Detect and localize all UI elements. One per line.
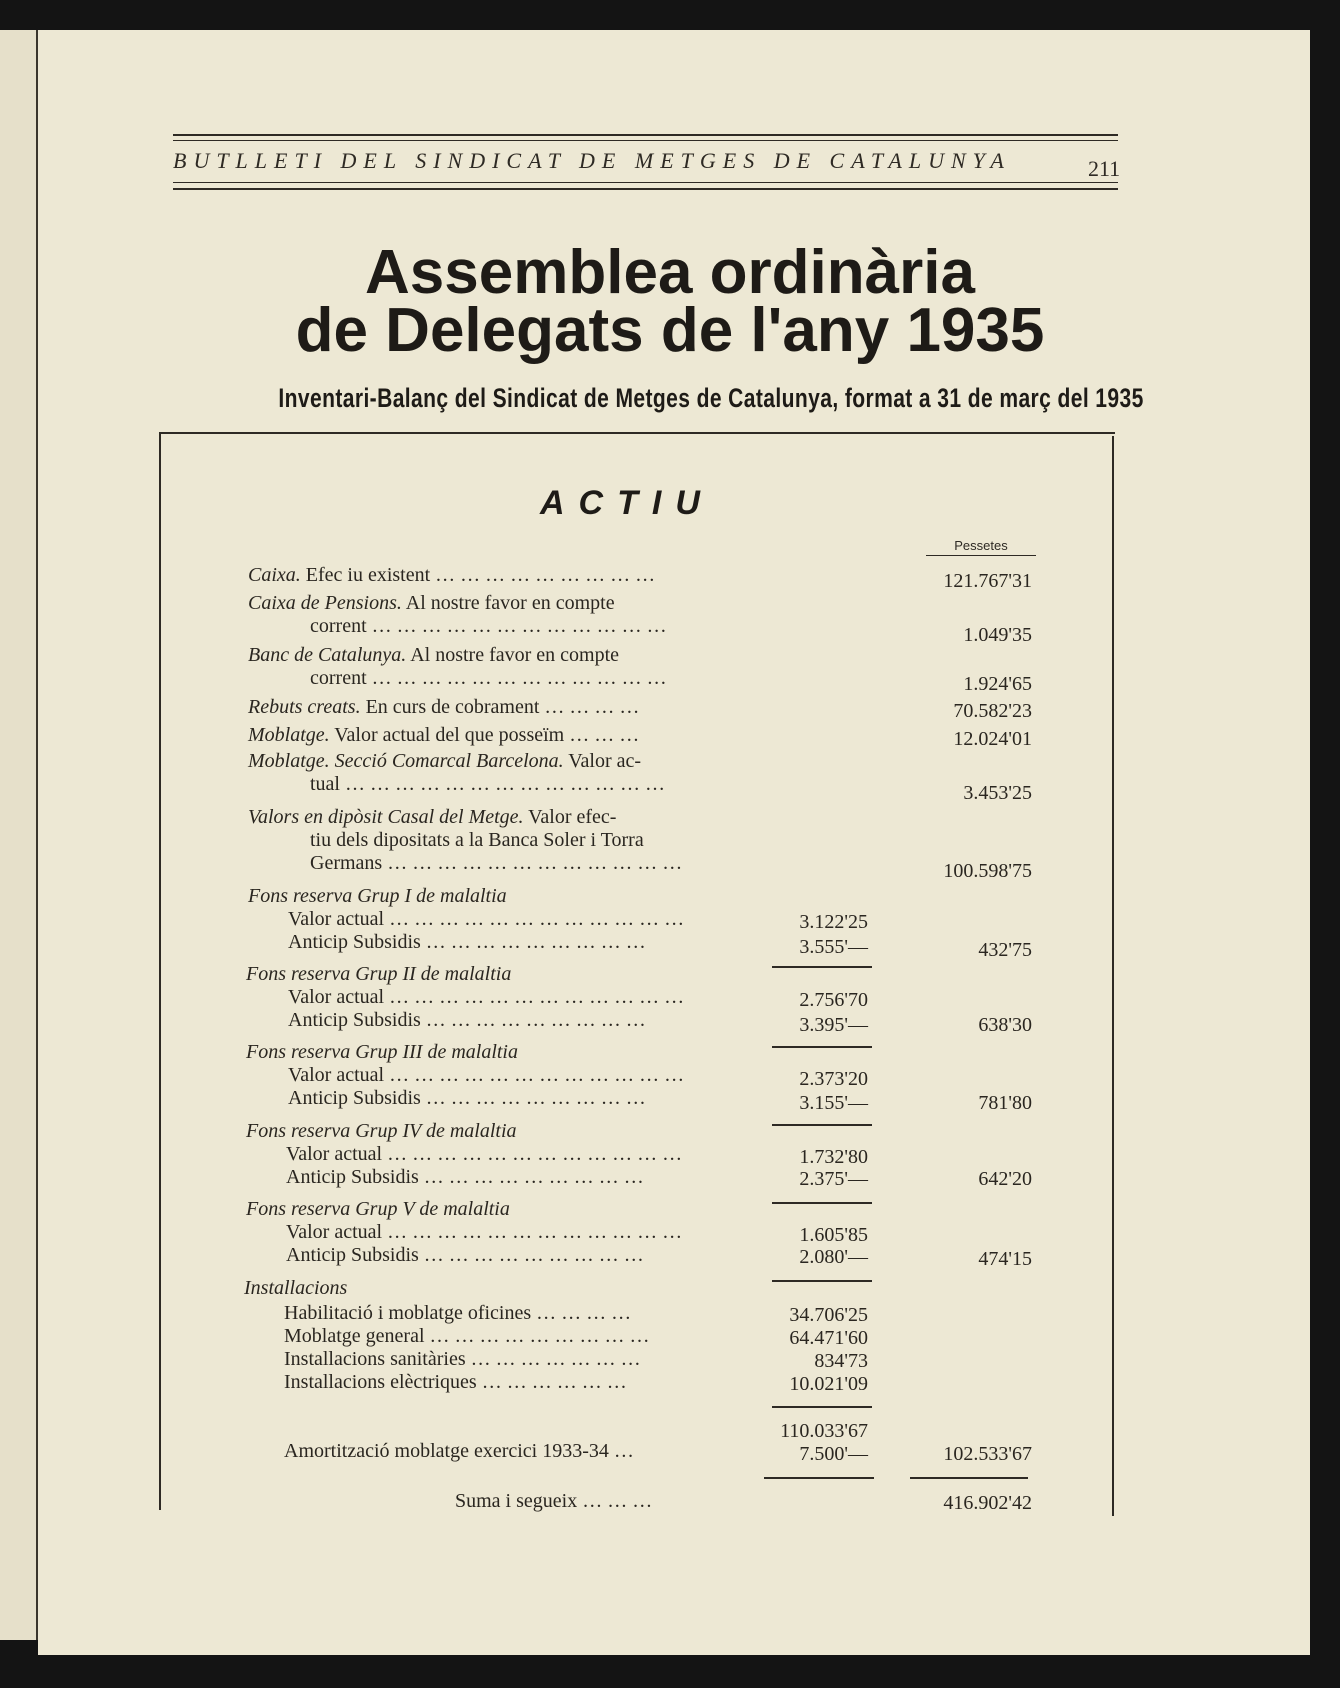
fund-valor: 2.373'20 [799,1068,868,1090]
fund-anticip-label: Anticip Subsidis … … … … … … … … … [288,931,646,953]
fund-valor-label: Valor actual … … … … … … … … … … … … [286,1143,683,1165]
fund-total: 642'20 [978,1168,1032,1190]
fund-anticip: 2.375'— [799,1168,868,1190]
installacio-label: Installacions elèctriques … … … … … … [284,1371,627,1393]
installacio-label: Moblatge general … … … … … … … … … [284,1325,650,1347]
fund-anticip: 3.395'— [799,1014,868,1036]
total-rule [910,1477,1028,1479]
installacions-title: Installacions [244,1277,348,1299]
subtotal-rule [772,1406,872,1408]
fund-title: Fons reserva Grup V de malaltia [246,1198,510,1220]
fund-valor: 1.732'80 [799,1146,868,1168]
fund-valor-label: Valor actual … … … … … … … … … … … … [288,908,685,930]
subtotal-rule [772,1046,872,1048]
fund-total: 781'80 [978,1092,1032,1114]
subtitle: Inventari-Balanç del Sindicat de Metges de Catalunya, format a 31 de març del 1935 [278,383,1144,413]
entry-label-cont: corrent … … … … … … … … … … … … [310,615,667,637]
entry-label: Moblatge. Valor actual del que posseïm … … … [248,724,640,746]
journal-header: BUTLLETI DEL SINDICAT DE METGES DE CATALUNYA [173,148,1011,173]
header-rule-bottom [173,188,1118,190]
entry-total: 121.767'31 [943,570,1032,592]
subtotal-rule [764,1477,874,1479]
entry-total: 12.024'01 [953,728,1032,750]
title-line-1: Assemblea ordinària [365,238,975,307]
fund-valor-label: Valor actual … … … … … … … … … … … … [288,986,685,1008]
suma-label: Suma i segueix … … … [455,1490,653,1512]
entry-label-cont: tual … … … … … … … … … … … … … [310,773,665,795]
entry-label-cont: tiu dels dipositats a la Banca Soler i Torra [310,829,644,851]
fund-total: 432'75 [978,939,1032,961]
fund-valor: 2.756'70 [799,989,868,1011]
entry-label-cont: corrent … … … … … … … … … … … … [310,667,667,689]
entry-total: 70.582'23 [953,700,1032,722]
entry-label: Moblatge. Secció Comarcal Barcelona. Valor ac- [248,750,642,772]
fund-anticip: 3.555'— [799,936,868,958]
header-rule-top-thin [173,140,1118,141]
suma-value: 416.902'42 [943,1492,1032,1514]
fund-title: Fons reserva Grup I de malaltia [248,885,507,907]
installacio-value: 834'73 [814,1350,868,1372]
fund-anticip-label: Anticip Subsidis … … … … … … … … … [288,1087,646,1109]
amortitzacio-value: 7.500'— [799,1443,868,1465]
fund-anticip: 3.155'— [799,1092,868,1114]
fund-valor-label: Valor actual … … … … … … … … … … … … [288,1064,685,1086]
fund-valor: 3.122'25 [799,911,868,933]
entry-label: Caixa de Pensions. Al nostre favor en compte [248,592,615,614]
entry-label-cont: Germans … … … … … … … … … … … … [310,852,683,874]
fund-valor: 1.605'85 [799,1224,868,1246]
installacio-label: Installacions sanitàries … … … … … … … [284,1348,641,1370]
fund-total: 638'30 [978,1014,1032,1036]
section-heading: ACTIU [540,484,714,522]
installacions-subtotal: 110.033'67 [780,1420,868,1442]
header-rule-top [173,134,1118,136]
subtotal-rule [772,1124,872,1126]
header-rule-bottom-thin [173,182,1118,183]
installacio-value: 34.706'25 [789,1304,868,1326]
subtotal-rule [772,1202,872,1204]
entry-label: Rebuts creats. En curs de cobrament … … … … [248,696,640,718]
facing-page-edge [0,30,38,1640]
entry-total: 100.598'75 [943,860,1032,882]
fund-title: Fons reserva Grup IV de malaltia [246,1120,517,1142]
installacio-value: 10.021'09 [789,1373,868,1395]
entry-total: 1.049'35 [963,624,1032,646]
table-frame-left [159,432,161,1510]
fund-valor-label: Valor actual … … … … … … … … … … … … [286,1221,683,1243]
amortitzacio-label: Amortització moblatge exercici 1933-34 … [284,1440,634,1462]
subtotal-rule [772,966,872,968]
entry-label: Caixa. Efec iu existent … … … … … … … … … [248,564,656,586]
page-number: 211 [1088,156,1121,181]
entry-total: 3.453'25 [963,782,1032,804]
fund-anticip: 2.080'— [799,1246,868,1268]
fund-anticip-label: Anticip Subsidis … … … … … … … … … [286,1244,644,1266]
installacio-value: 64.471'60 [789,1327,868,1349]
fund-title: Fons reserva Grup III de malaltia [246,1041,518,1063]
installacio-label: Habilitació i moblatge oficines … … … … [284,1302,632,1324]
entry-label: Banc de Catalunya. Al nostre favor en compte [248,644,620,666]
column-header: Pessetes [926,538,1036,556]
entry-label: Valors en dipòsit Casal del Metge. Valor efec- [248,806,617,828]
installacions-total: 102.533'67 [943,1443,1032,1465]
table-frame-top [160,432,1115,434]
table-frame-right [1112,436,1114,1516]
subtotal-rule [772,1280,872,1282]
fund-title: Fons reserva Grup II de malaltia [246,963,512,985]
fund-total: 474'15 [978,1248,1032,1270]
fund-anticip-label: Anticip Subsidis … … … … … … … … … [288,1009,646,1031]
entry-total: 1.924'65 [963,673,1032,695]
fund-anticip-label: Anticip Subsidis … … … … … … … … … [286,1166,644,1188]
title-line-2: de Delegats de l'any 1935 [295,296,1045,365]
